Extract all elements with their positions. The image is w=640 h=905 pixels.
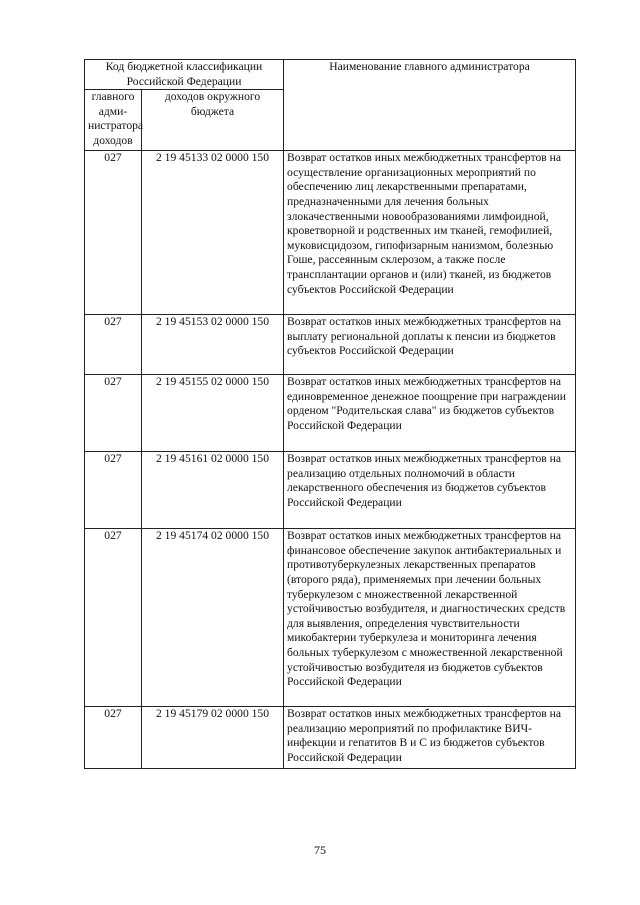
cell-income-code: 2 19 45155 02 0000 150 xyxy=(142,375,284,452)
cell-admin-name: Возврат остатков иных межбюджетных трансфертов на единовременное денежное поощрение при награждении орденом "Родительская слава" из бюджетов субъектов Российской Федерации xyxy=(284,375,576,452)
cell-income-code: 2 19 45179 02 0000 150 xyxy=(142,707,284,769)
cell-admin-code: 027 xyxy=(85,707,142,769)
table-row xyxy=(85,452,576,529)
budget-classification-table xyxy=(84,59,576,769)
cell-admin-name: Возврат остатков иных межбюджетных трансфертов на осуществление организационных мероприятий по обеспечению лиц лекарственными препаратами, предназначенными для лечения больных злокачественными новообразованиями лимфоидной, кроветворной и родственных им тканей, гемофилией, муковисцидозом, гипофизарным нанизмом, болезнью Гоше, рассеянным склерозом, а также после трансплантации органов и (или) тканей, из бюджетов субъектов Российской Федерации xyxy=(284,151,576,315)
cell-income-code: 2 19 45161 02 0000 150 xyxy=(142,452,284,529)
cell-income-code: 2 19 45174 02 0000 150 xyxy=(142,529,284,707)
cell-admin-code: 027 xyxy=(85,151,142,315)
cell-admin-name: Возврат остатков иных межбюджетных трансфертов на реализацию мероприятий по профилактике ВИЧ-инфекции и гепатитов В и С из бюджетов субъектов Российской Федерации xyxy=(284,707,576,769)
cell-admin-name: Возврат остатков иных межбюджетных трансфертов на выплату региональной доплаты к пенсии из бюджетов субъектов Российской Федерации xyxy=(284,315,576,375)
cell-admin-name: Возврат остатков иных межбюджетных трансфертов на реализацию отдельных полномочий в области лекарственного обеспечения из бюджетов субъектов Российской Федерации xyxy=(284,452,576,529)
cell-admin-code: 027 xyxy=(85,375,142,452)
table-row xyxy=(85,375,576,452)
cell-admin-code: 027 xyxy=(85,315,142,375)
cell-admin-code: 027 xyxy=(85,529,142,707)
table-row xyxy=(85,707,576,769)
cell-income-code: 2 19 45133 02 0000 150 xyxy=(142,151,284,315)
header-group-title: Код бюджетной классификации Российской Федерации xyxy=(85,60,284,90)
header-col-income: доходов окружного бюджета xyxy=(142,90,284,151)
cell-income-code: 2 19 45153 02 0000 150 xyxy=(142,315,284,375)
header-col-name: Наименование главного администратора xyxy=(284,60,576,151)
header-col-admin: главного адми-нистратора доходов xyxy=(85,90,142,151)
header-row-group xyxy=(85,60,576,90)
table-row xyxy=(85,315,576,375)
table-row xyxy=(85,529,576,707)
cell-admin-code: 027 xyxy=(85,452,142,529)
table-row xyxy=(85,151,576,315)
page-number: 75 xyxy=(314,843,326,857)
cell-admin-name: Возврат остатков иных межбюджетных трансфертов на финансовое обеспечение закупок антибактериальных и противотуберкулезных лекарственных препаратов (второго ряда), применяемых при лечении больных туберкулезом с множественной лекарственной устойчивостью возбудителя, и диагностических средств для выявления, определения чувствительности микобактерии туберкулеза и мониторинга лечения больных туберкулезом с множественной лекарственной устойчивостью возбудителя из бюджетов субъектов Российской Федерации xyxy=(284,529,576,707)
